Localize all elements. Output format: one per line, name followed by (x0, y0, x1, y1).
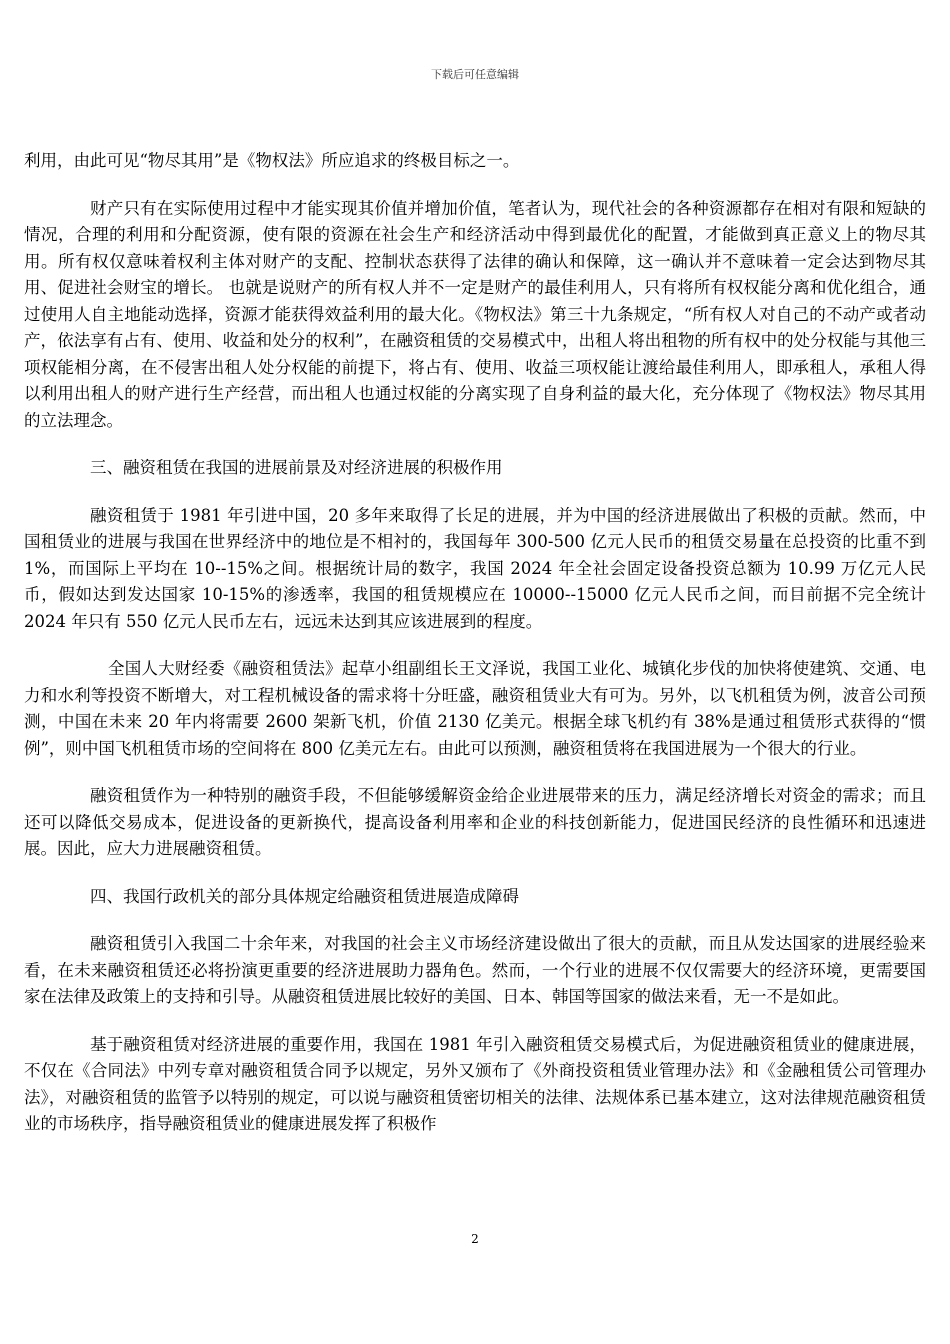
paragraph-leasing-history: 融资租赁于 1981 年引进中国，20 多年来取得了长足的进展，并为中国的经济进展做出了积极的贡献。然而，中国租赁业的进展与我国在世界经济中的地位是不相衬的，我国每年 300-500 亿元人民币的租赁交易量在总投资的比重不到 1%，而国际上平均在 10--15%之间。根据统计局的数字，我国 2024 年全社会固定设备投资总额为 10.99 万亿元人民币，假如达到发达国家 10-15%的渗透率，我国的租赁规模应在 10000--15000 亿元人民币之间，而目前据不完全统计 2024 年只有 550 亿元人民币左右，远远未达到其应该进展到的程度。 (24, 505, 926, 631)
paragraph-leasing-outlook: 全国人大财经委《融资租赁法》起草小组副组长王文泽说，我国工业化、城镇化步伐的加快将使建筑、交通、电力和水利等投资不断增大，对工程机械设备的需求将十分旺盛，融资租赁业大有可为。另外，以飞机租赁为例，波音公司预测，中国在未来 20 年内将需要 2600 架新飞机，价值 2130 亿美元。根据全球飞机约有 38%是通过租赁形式获得的“惯例”，则中国飞机租赁市场的空间将在 800 亿美元左右。由此可以预测，融资租赁将在我国进展为一个很大的行业。 (24, 659, 926, 758)
section-heading-4: 四、我国行政机关的部分具体规定给融资租赁进展造成障碍 (90, 886, 519, 906)
paragraph-leasing-support: 融资租赁引入我国二十余年来，对我国的社会主义市场经济建设做出了很大的贡献，而且从发达国家的进展经验来看，在未来融资租赁还必将扮演更重要的经济进展助力器角色。然而，一个行业的进展不仅仅需要大的经济环境，更需要国家在法律及政策上的支持和引导。从融资租赁进展比较好的美国、日本、韩国等国家的做法来看，无一不是如此。 (24, 934, 926, 1006)
paragraph-property-use: 财产只有在实际使用过程中才能实现其价值并增加价值，笔者认为，现代社会的各种资源都存在相对有限和短缺的情况，合理的利用和分配资源，使有限的资源在社会生产和经济活动中得到最优化的配置，才能做到真正意义上的物尽其用。所有权仅意味着权利主体对财产的支配、控制状态获得了法律的确认和保障，这一确认并不意味着一定会达到物尽其用、促进社会财宝的增长。 也就是说财产的所有权人并不一定是财产的最佳利用人，只有将所有权权能分离和优化组合，通过使用人自主地能动选择，资源才能获得效益利用的最大化。《物权法》第三十九条规定，“所有权人对自己的不动产或者动产，依法享有占有、使用、收益和处分的权利”，在融资租赁的交易模式中，出租人将出租物的所有权中的处分权能与其他三项权能相分离，在不侵害出租人处分权能的前提下，将占有、使用、收益三项权能让渡给最佳利用人，即承租人，承租人得以利用出租人的财产进行生产经营，而出租人也通过权能的分离实现了自身利益的最大化，充分体现了《物权法》物尽其用的立法理念。 (24, 198, 926, 430)
document-body (24, 148, 926, 1159)
page-header-note: 下载后可任意编辑 (431, 68, 519, 81)
page-number: 2 (471, 1232, 479, 1246)
section-heading-3: 三、融资租赁在我国的进展前景及对经济进展的积极作用 (90, 458, 503, 477)
paragraph-leasing-benefits: 融资租赁作为一种特别的融资手段，不但能够缓解资金给企业进展带来的压力，满足经济增长对资金的需求；而且还可以降低交易成本，促进设备的更新换代，提高设备利用率和企业的科技创新能力，促进国民经济的良性循环和迅速进展。因此，应大力进展融资租赁。 (24, 786, 926, 858)
paragraph-continuation: 利用，由此可见“物尽其用”是《物权法》所应追求的终极目标之一。 (24, 151, 520, 170)
paragraph-legal-framework: 基于融资租赁对经济进展的重要作用，我国在 1981 年引入融资租赁交易模式后，为促进融资租赁业的健康进展，不仅在《合同法》中列专章对融资租赁合同予以规定，另外又颁布了《外商投资租赁业管理办法》和《金融租赁公司管理办法》，对融资租赁的监管予以特别的规定，可以说与融资租赁密切相关的法律、法规体系已基本建立，这对法律规范融资租赁业的市场秩序，指导融资租赁业的健康进展发挥了积极作 (24, 1034, 926, 1133)
